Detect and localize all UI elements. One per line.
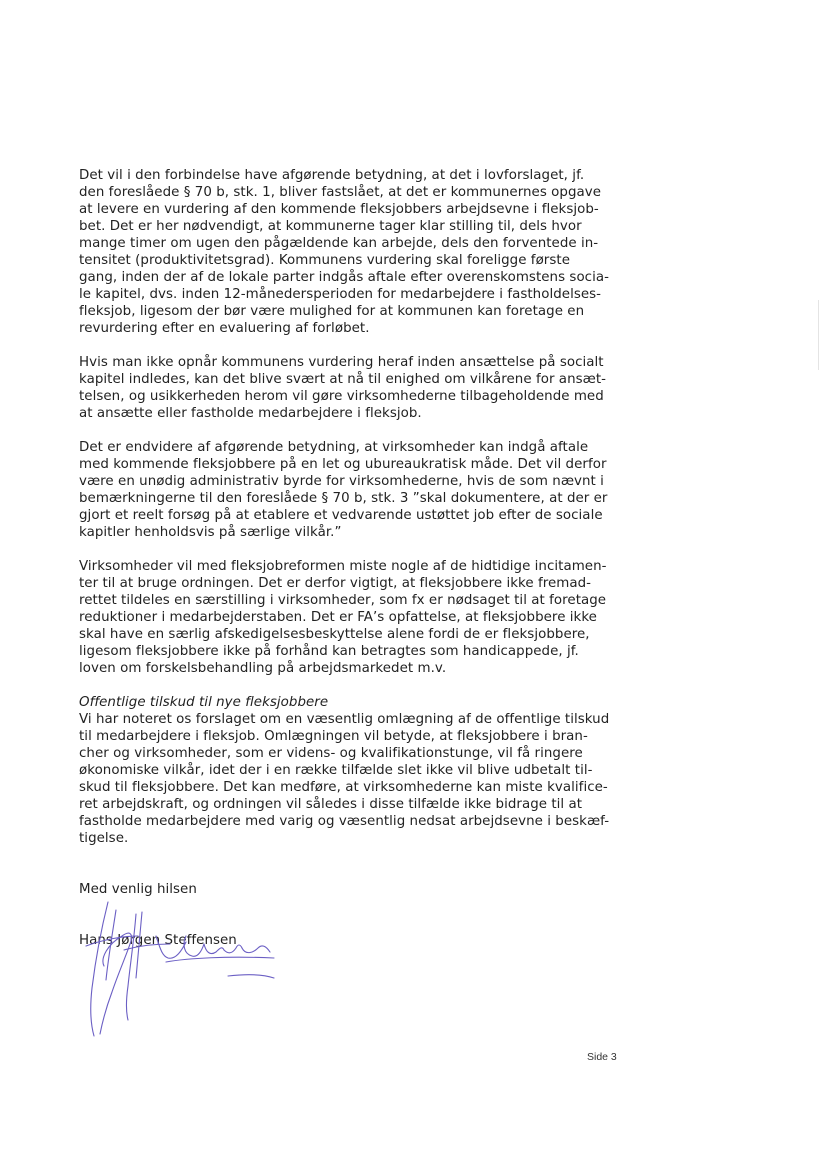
text-line: cher og virksomheder, som er videns- og kvalifikationstunge, vil få ringere: [79, 746, 583, 761]
text-line: den foreslåede § 70 b, stk. 1, bliver fastslået, at det er kommunernes opgave: [79, 185, 602, 200]
text-line: med kommende fleksjobbere på en let og ubureaukratisk måde. Det vil derfor: [79, 457, 607, 472]
signatory-name: Hans Jørgen Steffensen: [79, 933, 237, 948]
text-line: Det vil i den forbindelse have afgørende betydning, at det i lovforslaget, jf.: [79, 168, 585, 183]
closing-greeting: Med venlig hilsen: [79, 882, 197, 897]
text-line: loven om forskelsbehandling på arbejdsmarkedet m.v.: [79, 661, 447, 676]
text-line: Virksomheder vil med fleksjobreformen miste nogle af de hidtidige incitamen-: [79, 559, 607, 574]
paragraph-aftale: [79, 439, 624, 541]
text-line: gjort et reelt forsøg på at etablere et vedvarende ustøttet job efter de sociale: [79, 508, 603, 523]
letter-body: [79, 167, 624, 949]
text-line: skud til fleksjobbere. Det kan medføre, at virksomhederne kan miste kvalifice-: [79, 780, 608, 795]
scan-edge-mark: [818, 300, 819, 370]
text-line: fleksjob, ligesom der bør være mulighed for at kommunen kan foretage en: [79, 304, 585, 319]
paragraph-incitamenter: [79, 558, 624, 677]
paragraph-ansaettelse: [79, 354, 624, 422]
text-line: ligesom fleksjobbere ikke på forhånd kan betragtes som handicappede, jf.: [79, 644, 579, 659]
text-line: fastholde medarbejdere med varig og væsentlig nedsat arbejdsevne i beskæf-: [79, 814, 610, 829]
text-line: være en unødig administrativ byrde for virksomhederne, hvis de som nævnt i: [79, 474, 604, 489]
text-line: reduktioner i medarbejderstaben. Det er FA’s opfattelse, at fleksjobbere ikke: [79, 610, 597, 625]
section-offentlige-tilskud: [79, 694, 624, 847]
text-line: gang, inden der af de lokale parter indgås aftale efter overenskomstens socia-: [79, 270, 610, 285]
text-line: økonomiske vilkår, idet der i en række tilfælde slet ikke vil blive udbetalt til-: [79, 763, 593, 778]
text-line: kapitler henholdsvis på særlige vilkår.”: [79, 525, 342, 540]
text-line: telsen, og usikkerheden herom vil gøre virksomhederne tilbageholdende med: [79, 389, 604, 404]
text-line: at levere en vurdering af den kommende fleksjobbers arbejdsevne i fleksjob-: [79, 202, 599, 217]
text-line: bet. Det er her nødvendigt, at kommunerne tager klar stilling til, dels hvor: [79, 219, 582, 234]
text-line: revurdering efter en evaluering af forløbet.: [79, 321, 370, 336]
text-line: ter til at bruge ordningen. Det er derfor vigtigt, at fleksjobbere ikke fremad-: [79, 576, 592, 591]
handwritten-signature: [78, 896, 288, 1046]
text-line: tigelse.: [79, 831, 129, 846]
section-heading: Offentlige tilskud til nye fleksjobbere: [79, 695, 329, 710]
text-line: at ansætte eller fastholde medarbejdere i fleksjob.: [79, 406, 422, 421]
text-line: Det er endvidere af afgørende betydning, at virksomheder kan indgå aftale: [79, 440, 589, 455]
text-line: rettet tildeles en særstilling i virksomheder, som fx er nødsaget til at foretage: [79, 593, 607, 608]
text-line: tensitet (produktivitetsgrad). Kommunens vurdering skal foreligge første: [79, 253, 570, 268]
text-line: skal have en særlig afskedigelsesbeskyttelse alene fordi de er fleksjobbere,: [79, 627, 590, 642]
paragraph-kommunens-vurdering: [79, 167, 624, 337]
text-line: Vi har noteret os forslaget om en væsentlig omlægning af de offentlige tilskud: [79, 712, 610, 727]
text-line: ret arbejdskraft, og ordningen vil således i disse tilfælde ikke bidrage til at: [79, 797, 583, 812]
text-line: Hvis man ikke opnår kommunens vurdering heraf inden ansættelse på socialt: [79, 355, 604, 370]
text-line: le kapitel, dvs. inden 12-månedersperioden for medarbejdere i fastholdelses-: [79, 287, 602, 302]
text-line: kapitel indledes, kan det blive svært at nå til enighed om vilkårene for ansæt-: [79, 372, 607, 387]
text-line: til medarbejdere i fleksjob. Omlægningen vil betyde, at fleksjobbere i bran-: [79, 729, 588, 744]
text-line: mange timer om ugen den pågældende kan arbejde, dels den forventede in-: [79, 236, 599, 251]
text-line: bemærkningerne til den foreslåede § 70 b, stk. 3 ”skal dokumentere, at der er: [79, 491, 608, 506]
page-number: Side 3: [587, 1051, 617, 1063]
